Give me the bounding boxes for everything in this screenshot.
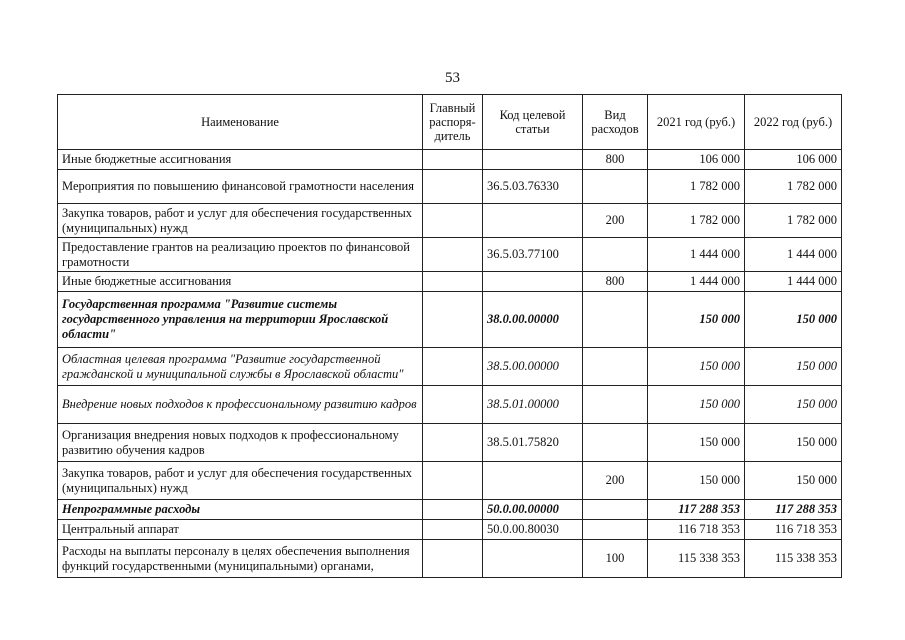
- cell-kind: 800: [583, 272, 648, 292]
- cell-name: Иные бюджетные ассигнования: [58, 150, 423, 170]
- table-header-row: [58, 95, 842, 150]
- cell-code: 38.5.00.00000: [483, 348, 583, 386]
- cell-2022: 150 000: [745, 386, 842, 424]
- cell-code: 38.5.01.75820: [483, 424, 583, 462]
- header-name: Наименование: [58, 95, 423, 150]
- cell-name: Внедрение новых подходов к профессиональному развитию кадров: [58, 386, 423, 424]
- cell-kind: [583, 424, 648, 462]
- cell-2022: 1 782 000: [745, 204, 842, 238]
- cell-code: [483, 462, 583, 500]
- cell-kind: 800: [583, 150, 648, 170]
- table-row: [58, 204, 842, 238]
- cell-2021: 1 444 000: [648, 272, 745, 292]
- cell-code: 36.5.03.77100: [483, 238, 583, 272]
- cell-2021: 1 444 000: [648, 238, 745, 272]
- cell-name: Иные бюджетные ассигнования: [58, 272, 423, 292]
- cell-kind: [583, 386, 648, 424]
- cell-name: Мероприятия по повышению финансовой грамотности населения: [58, 170, 423, 204]
- table-row: [58, 348, 842, 386]
- cell-kind: 200: [583, 462, 648, 500]
- cell-code: 36.5.03.76330: [483, 170, 583, 204]
- cell-2022: 116 718 353: [745, 520, 842, 540]
- cell-kind: [583, 348, 648, 386]
- cell-kind: [583, 238, 648, 272]
- cell-name: Предоставление грантов на реализацию проектов по финансовой грамотности: [58, 238, 423, 272]
- cell-kind: 200: [583, 204, 648, 238]
- cell-2021: 1 782 000: [648, 204, 745, 238]
- cell-2021: 150 000: [648, 386, 745, 424]
- cell-kind: [583, 170, 648, 204]
- cell-2022: 106 000: [745, 150, 842, 170]
- cell-admin: [423, 204, 483, 238]
- cell-name: Государственная программа "Развитие системы государственного управления на территории Ярославской области": [58, 292, 423, 348]
- cell-2022: 1 782 000: [745, 170, 842, 204]
- table-row: [58, 272, 842, 292]
- cell-code: [483, 204, 583, 238]
- cell-2021: 116 718 353: [648, 520, 745, 540]
- cell-name: Закупка товаров, работ и услуг для обеспечения государственных (муниципальных) нужд: [58, 462, 423, 500]
- cell-2022: 115 338 353: [745, 540, 842, 578]
- cell-2021: 150 000: [648, 462, 745, 500]
- table-row: [58, 150, 842, 170]
- cell-code: 38.0.00.00000: [483, 292, 583, 348]
- cell-admin: [423, 424, 483, 462]
- cell-admin: [423, 238, 483, 272]
- cell-admin: [423, 500, 483, 520]
- table-row: [58, 462, 842, 500]
- cell-code: [483, 150, 583, 170]
- cell-admin: [423, 520, 483, 540]
- cell-admin: [423, 540, 483, 578]
- header-kind: Вид расходов: [583, 95, 648, 150]
- cell-2022: 1 444 000: [745, 238, 842, 272]
- cell-admin: [423, 386, 483, 424]
- cell-kind: 100: [583, 540, 648, 578]
- cell-admin: [423, 462, 483, 500]
- cell-name: Закупка товаров, работ и услуг для обеспечения государственных (муниципальных) нужд: [58, 204, 423, 238]
- cell-name: Расходы на выплаты персоналу в целях обеспечения выполнения функций государственными (муниципальными) органами,: [58, 540, 423, 578]
- table-row: [58, 500, 842, 520]
- cell-kind: [583, 520, 648, 540]
- cell-name: Областная целевая программа "Развитие государственной гражданской и муниципальной службы в Ярославской области": [58, 348, 423, 386]
- table-row: [58, 292, 842, 348]
- cell-name: Центральный аппарат: [58, 520, 423, 540]
- budget-table: [57, 94, 842, 578]
- cell-2021: 150 000: [648, 424, 745, 462]
- cell-2021: 117 288 353: [648, 500, 745, 520]
- cell-2022: 150 000: [745, 292, 842, 348]
- header-code: Код целевой статьи: [483, 95, 583, 150]
- header-2022: 2022 год (руб.): [745, 95, 842, 150]
- header-admin: Главный распоря-дитель: [423, 95, 483, 150]
- cell-name: Организация внедрения новых подходов к профессиональному развитию обучения кадров: [58, 424, 423, 462]
- table-row: [58, 170, 842, 204]
- cell-2022: 1 444 000: [745, 272, 842, 292]
- table-row: [58, 520, 842, 540]
- page-number: 53: [445, 70, 460, 86]
- cell-code: 38.5.01.00000: [483, 386, 583, 424]
- cell-admin: [423, 170, 483, 204]
- header-2021: 2021 год (руб.): [648, 95, 745, 150]
- cell-2021: 150 000: [648, 292, 745, 348]
- cell-code: [483, 540, 583, 578]
- table-row: [58, 386, 842, 424]
- cell-2021: 1 782 000: [648, 170, 745, 204]
- cell-code: 50.0.00.80030: [483, 520, 583, 540]
- cell-2021: 115 338 353: [648, 540, 745, 578]
- cell-admin: [423, 150, 483, 170]
- cell-name: Непрограммные расходы: [58, 500, 423, 520]
- cell-2022: 150 000: [745, 462, 842, 500]
- cell-2021: 106 000: [648, 150, 745, 170]
- table-row: [58, 238, 842, 272]
- cell-admin: [423, 272, 483, 292]
- cell-kind: [583, 500, 648, 520]
- cell-code: 50.0.00.00000: [483, 500, 583, 520]
- cell-2022: 117 288 353: [745, 500, 842, 520]
- table-row: [58, 424, 842, 462]
- cell-admin: [423, 292, 483, 348]
- table-row: [58, 540, 842, 578]
- cell-code: [483, 272, 583, 292]
- cell-kind: [583, 292, 648, 348]
- cell-admin: [423, 348, 483, 386]
- cell-2022: 150 000: [745, 424, 842, 462]
- cell-2021: 150 000: [648, 348, 745, 386]
- cell-2022: 150 000: [745, 348, 842, 386]
